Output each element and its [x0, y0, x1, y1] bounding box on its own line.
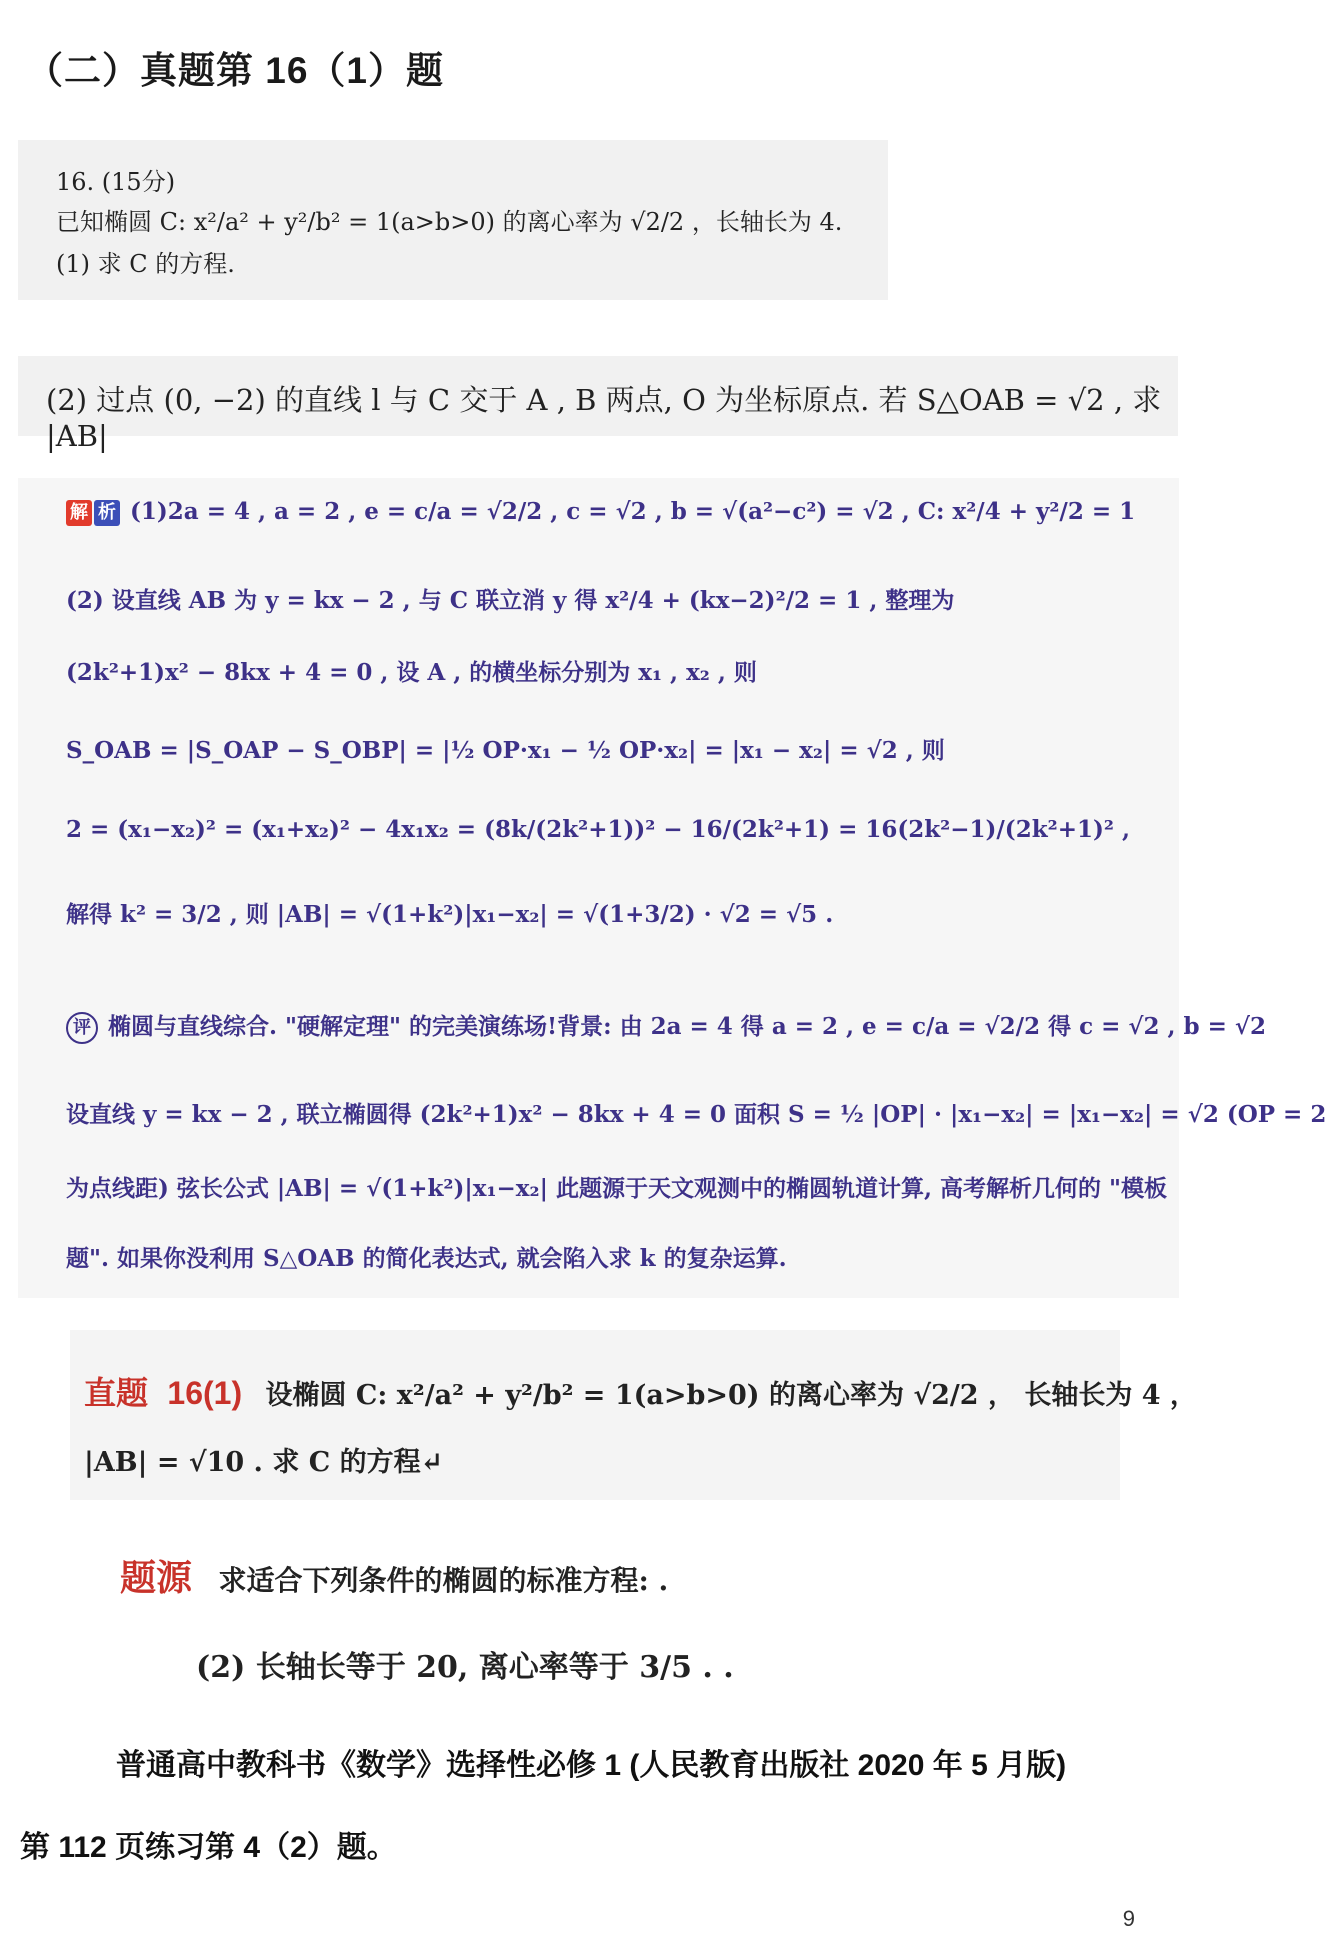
comment-line-2: 设直线 y = kx − 2 , 联立椭圆得 (2k²+1)x² − 8kx + 4 = 0 面积 S = ½ |OP| · |x₁−x₂| = |x₁−x₂| = √2 (OP = 2: [66, 1101, 1326, 1128]
zhenti-label: 直题: [84, 1375, 149, 1411]
solution-line-5: 2 = (x₁−x₂)² = (x₁+x₂)² − 4x₁x₂ = (8k/(2k²+1))² − 16/(2k²+1) = 16(2k²−1)/(2k²+1)² ,: [66, 816, 1130, 843]
solution-badge-left: 解: [66, 500, 92, 526]
comment-line-4: 题". 如果你没利用 S△OAB 的简化表达式, 就会陷入求 k 的复杂运算.: [66, 1245, 787, 1272]
solution-line-1: [66, 498, 1135, 526]
problem-part2-panel: [18, 356, 1178, 453]
comment-line-1: [66, 1008, 1266, 1044]
problem-part2: (2) 过点 (0, −2) 的直线 l 与 C 交于 A , B 两点, O 为坐标原点. 若 S△OAB = √2 , 求 |AB|: [46, 383, 1162, 453]
solution-line-6: 解得 k² = 3/2 , 则 |AB| = √(1+k²)|x₁−x₂| = √(1+3/2) · √2 = √5 .: [66, 901, 834, 928]
tiyuan-label: 题源: [120, 1557, 193, 1599]
zhenti-text: 设椭圆 C: x²/a² + y²/b² = 1(a>b>0) 的离心率为 √2/2 ， 长轴长为 4 ，: [265, 1380, 1197, 1411]
zhenti-line-1: [84, 1368, 1197, 1414]
page-number: 9: [1122, 1906, 1135, 1931]
solution-line-3: (2k²+1)x² − 8kx + 4 = 0 , 设 A , 的横坐标分别为 x₁ , x₂ , 则: [66, 659, 757, 686]
zhenti-panel: [70, 1330, 1197, 1500]
tiyuan-item: (2) 长轴长等于 20, 离心率等于 3/5 . .: [196, 1650, 734, 1685]
zhenti-number: 16(1): [167, 1375, 243, 1411]
textbook-source-line-2: 第 112 页练习第 4（2）题。: [20, 1831, 397, 1864]
comment-line-3: 为点线距) 弦长公式 |AB| = √(1+k²)|x₁−x₂| 此题源于天文观测中的椭圆轨道计算, 高考解析几何的 "模板: [66, 1175, 1167, 1202]
textbook-source-line-1: 普通高中教科书《数学》选择性必修 1 (人民教育出版社 2020 年 5 月版): [116, 1749, 1067, 1782]
tiyuan-panel: [110, 1540, 734, 1710]
problem-number: 16. (15分): [56, 168, 176, 196]
solution-line-4: S_OAB = |S_OAP − S_OBP| = |½ OP·x₁ − ½ OP·x₂| = |x₁ − x₂| = √2 , 则: [66, 737, 945, 764]
comment-mark-icon: 评: [66, 1012, 98, 1044]
page-heading: （二）真题第 16（1）题: [26, 50, 445, 91]
solution-panel: [18, 478, 1326, 1298]
zhenti-line-2: |AB| = √10 . 求 C 的方程↵: [84, 1447, 444, 1478]
tiyuan-text: 求适合下列条件的椭圆的标准方程: .: [218, 1564, 669, 1597]
solution-badge-right: 析: [94, 500, 120, 526]
problem-16-panel: [18, 140, 888, 300]
problem-given: 已知椭圆 C: x²/a² + y²/b² = 1(a>b>0) 的离心率为 √2/2 ，长轴长为 4.: [56, 208, 843, 236]
comment-text-1: 椭圆与直线综合. "硬解定理" 的完美演练场!背景: 由 2a = 4 得 a = 2 , e = c/a = √2/2 得 c = √2 , b = √2: [108, 1013, 1267, 1040]
solution-text-1: (1)2a = 4 , a = 2 , e = c/a = √2/2 , c = √2 , b = √(a²−c²) = √2 , C: x²/4 + y²/2 = 1: [130, 498, 1136, 525]
problem-part1: (1) 求 C 的方程.: [56, 250, 235, 278]
solution-line-2: (2) 设直线 AB 为 y = kx − 2 , 与 C 联立消 y 得 x²/4 + (kx−2)²/2 = 1 , 整理为: [66, 587, 955, 614]
tiyuan-line-1: [120, 1550, 668, 1601]
